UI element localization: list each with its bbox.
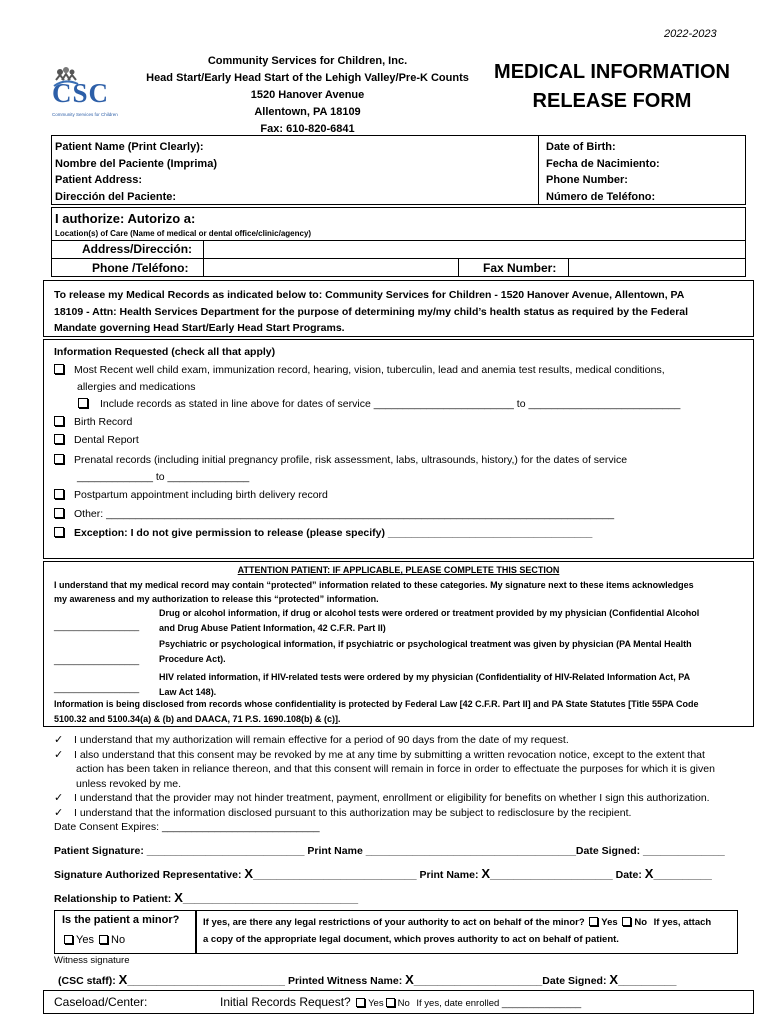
minor-options[interactable] [62,934,125,946]
term-text: I understand that the provider may not hinder treatment, payment, enrollment or eligibility for benefits on whether I sign this authorization. [74,792,710,804]
relationship-label: Relationship to Patient: [54,893,172,905]
attention-line: Procedure Act). [159,653,226,664]
checkbox-icon[interactable] [54,508,64,518]
org-fax: Fax: 610-820-6841 [260,123,355,135]
x-mark: X [609,972,619,987]
checkbox-icon[interactable] [64,935,73,944]
restrictions-line [203,914,711,931]
attention-line: Psychiatric or psychological information, if psychiatric or psychological treatment was given by physician (PA Mental Health [159,639,692,649]
restrictions-yes[interactable]: Yes [601,917,618,928]
address-field[interactable]: Address/Dirección: [82,242,193,256]
x-mark: X [481,866,491,881]
checkbox-icon[interactable] [54,489,64,499]
checkbox-prenatal[interactable] [54,454,627,466]
print-label: Print Name: [419,869,479,881]
representative-signature-row[interactable] [54,866,712,881]
attention-line: Drug or alcohol information, if drug or alcohol tests were ordered or treatment provided by my physician (Confidential Alcohol [159,608,700,618]
attention-line: Information is being disclosed from records whose confidentiality is protected by Federal Law [42 C.F.R. Part II] and PA State Statutes [Title 55PA Code [54,699,699,709]
attention-title: ATTENTION PATIENT: IF APPLICABLE, PLEASE COMPLETE THIS SECTION [237,565,560,575]
terms-list [54,733,715,835]
date-label: Date: [615,869,642,881]
checkbox-postpartum[interactable] [54,489,328,501]
checkbox-icon[interactable] [622,917,631,926]
hiv-info [159,670,690,699]
option-label: Birth Record [74,416,133,428]
witness-date-line[interactable]: __________ [618,975,677,987]
patient-name-es-label: Nombre del Paciente (Imprima) [55,157,217,170]
title-line-2: RELEASE FORM [532,90,692,112]
drug-signature-line[interactable]: _________________ [54,621,140,631]
witness-label: Witness signature [54,955,130,966]
release-line: Mandate governing Head Start/Early Head Start Programs. [54,322,345,334]
title-line-1: MEDICAL INFORMATION [494,61,730,83]
fax-number-field[interactable]: Fax Number: [483,261,557,275]
psych-signature-line[interactable]: _________________ [54,655,140,665]
psych-info [159,637,692,666]
checkbox-icon[interactable] [54,364,64,374]
org-city: Allentown, PA 18109 [254,106,361,118]
checkbox-exception[interactable] [54,527,592,539]
checkbox-icon[interactable] [54,454,64,464]
x-mark: X [405,972,414,987]
option-label: Most Recent well child exam, immunization record, hearing, vision, tuberculin, lead and anemia test results, medical conditions, [74,364,665,376]
drug-info [159,606,699,635]
relationship-line[interactable]: ______________________________ [182,893,359,905]
staff-label: (CSC staff): [58,975,116,987]
checkbox-icon[interactable] [78,398,88,408]
checkbox-icon[interactable] [54,527,64,537]
printed-witness-line[interactable]: ______________________ [413,975,543,987]
restrictions-line: a copy of the appropriate legal document, which proves authority to act on behalf of patient. [203,934,619,945]
org-program: Head Start/Early Head Start of the Lehigh Valley/Pre-K Counts [146,72,469,84]
restrictions-no[interactable]: No [634,917,647,928]
witness-date-label: Date Signed: [542,975,607,987]
checkbox-include-records[interactable] [78,398,680,410]
patient-address-es-label: Dirección del Paciente: [55,190,177,203]
restrictions-attach: If yes, attach [653,917,712,928]
consent-expires-field[interactable]: Date Consent Expires: ___________________________ [54,821,320,833]
checkbox-well-child[interactable] [54,364,665,376]
option-label: Dental Report [74,434,139,446]
checkbox-icon[interactable] [386,998,395,1007]
divider [458,258,459,277]
option-label: Include records as stated in line above for dates of service ________________________ to __________________________ [100,398,681,410]
release-line: 18109 - Attn: Health Services Department for the purpose of determining my/my child’s health status as required by the Federal [54,305,689,318]
term-text: I understand that my authorization will remain effective for a period of 90 days from the date of my request. [74,734,569,746]
option-label: allergies and medications [77,381,196,393]
term-item [54,733,715,748]
checkmark-icon: ✓ [54,748,64,761]
checkbox-icon[interactable] [99,935,108,944]
logo-tagline: Community Services for Children [52,112,118,117]
org-header [140,53,475,138]
option-label: Prenatal records (including initial pregnancy profile, risk assessment, labs, ultrasounds, history,) for the dates of service [74,454,628,466]
caseload-field[interactable]: Caseload/Center: [54,995,148,1009]
date-line[interactable]: __________ [653,869,712,881]
checkbox-icon[interactable] [54,434,64,444]
patient-signature-row[interactable]: Patient Signature: ___________________________ Print Name ____________________________________Date Signed: ______________ [54,845,725,857]
attention-line: 5100.32 and 5100.34(a) & (b) and DAACA, 71 P.S. 1690.108(b) & (c)]. [54,713,341,724]
restrictions-question: If yes, are there any legal restrictions of your authority to act on behalf of the minor? [203,917,585,928]
info-requested-heading: Information Requested (check all that apply) [54,346,276,358]
attention-line: my awareness and my authorization to release this “protected” information. [54,594,379,604]
patient-dob-phone [546,139,660,205]
checkbox-icon[interactable] [356,998,365,1007]
initial-request-row[interactable] [220,995,581,1009]
rep-line[interactable]: ____________________________ [253,869,417,881]
page-title [487,58,737,116]
date-enrolled-field[interactable]: If yes, date enrolled _______________ [416,998,582,1009]
x-mark: X [644,866,654,881]
option-label: Exception: I do not give permission to release (please specify) ___________________________________ [74,527,593,539]
phone-es-label: Número de Teléfono: [546,190,656,203]
org-street: 1520 Hanover Avenue [250,89,365,101]
rep-label: Signature Authorized Representative: [54,869,242,881]
hiv-signature-line[interactable]: _________________ [54,683,140,693]
attention-line: HIV related information, if HIV-related tests were ordered by my physician (Confidentiality of HIV-Related Information Act, PA [159,672,691,682]
printed-witness-label: Printed Witness Name: [287,975,403,987]
dob-field[interactable]: Date of Birth: [546,141,616,153]
restrictions-text [203,914,711,948]
phone-care-field[interactable]: Phone /Teléfono: [92,261,189,275]
checkmark-icon: ✓ [54,792,64,804]
term-item [54,748,715,763]
term-text: I also understand that this consent may be revoked by me at any time by submitting a written revocation notice, except to the extent that [74,748,705,761]
form-year: 2022-2023 [664,28,717,40]
org-name: Community Services for Children, Inc. [207,55,408,67]
checkbox-dental-report[interactable] [54,434,139,446]
patient-labels [55,139,217,205]
checkmark-icon: ✓ [54,806,64,819]
initial-yes[interactable]: Yes [368,998,384,1009]
option-label: Postpartum appointment including birth delivery record [74,489,328,501]
minor-question: Is the patient a minor? [62,914,180,926]
staff-signature-line[interactable]: ___________________________ [127,975,286,987]
location-label[interactable]: Location(s) of Care (Name of medical or dental office/clinic/agency) [55,229,312,238]
logo-text: CSC [52,78,110,108]
minor-no[interactable]: No [111,934,126,946]
attention-line: and Drug Abuse Patient Information, 42 C.F.R. Part II) [159,622,386,633]
prenatal-dates[interactable]: _____________ to ______________ [77,471,250,483]
term-text: action has been taken in reliance thereon, and that this consent will remain in force in order to effectuate the purposes for which it is given [76,763,715,775]
term-item [54,806,715,821]
release-statement [54,287,688,337]
minor-yes[interactable]: Yes [76,934,94,946]
x-mark: X [118,972,128,987]
checkbox-icon[interactable] [54,416,64,426]
patient-address-field[interactable]: Patient Address: [55,174,143,186]
checkbox-other[interactable] [54,508,614,520]
patient-name-field[interactable]: Patient Name (Print Clearly): [55,141,204,153]
checkbox-icon[interactable] [589,917,598,926]
term-text: unless revoked by me. [76,777,182,790]
initial-no[interactable]: No [397,998,410,1009]
option-label: Other: _______________________________________________________________________________________ [74,508,615,520]
witness-row[interactable] [58,972,676,987]
attention-intro [54,578,694,606]
print-line[interactable]: _____________________ [490,869,613,881]
divider [538,135,539,205]
checkbox-birth-record[interactable] [54,416,132,428]
term-item [54,791,715,806]
initial-request-label: Initial Records Request? [220,995,351,1009]
dob-es-label: Fecha de Nacimiento: [546,157,660,170]
attention-line: I understand that my medical record may contain “protected” information related to these categories. My signature next to these items acknowledges [54,580,694,590]
phone-field[interactable]: Phone Number: [546,174,628,186]
x-mark: X [244,866,254,881]
divider [51,240,746,241]
relationship-row[interactable] [54,890,358,905]
disclosure-notice [54,697,698,726]
authorize-heading: I authorize: Autorizo a: [55,211,196,226]
divider [51,258,746,259]
x-mark: X [174,890,183,905]
release-line: To release my Medical Records as indicated below to: Community Services for Children - 1520 Hanover Avenue, Allentown, PA [54,289,685,301]
term-text: I understand that the information disclosed pursuant to this authorization may be subject to redisclosure by the recipient. [74,806,632,819]
divider [568,258,569,277]
checkmark-icon: ✓ [54,734,64,746]
attention-line: Law Act 148). [159,686,217,697]
